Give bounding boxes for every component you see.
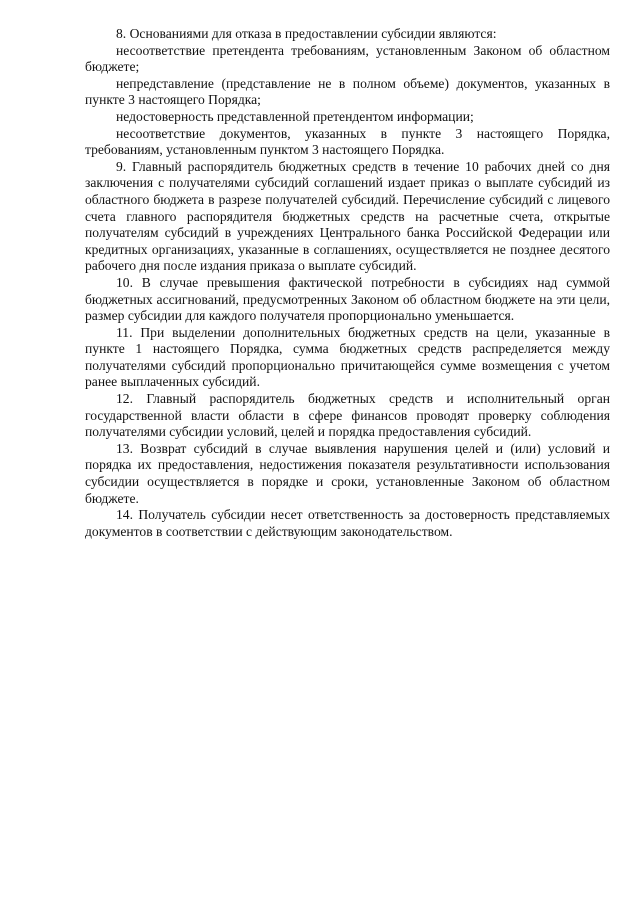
paragraph-item-10: 10. В случае превышения фактической потребности в субсидиях над суммой бюджетных ассигнований, предусмотренных Законом об областном бюджете на эти цели, размер субсидии для каждого получателя пропорционально уменьшается. [85,274,610,324]
paragraph-item-11: 11. При выделении дополнительных бюджетных средств на цели, указанные в пункте 1 настоящего Порядка, сумма бюджетных средств распределяется между получателями субсидий пропорционально причитающейся сумме возмещения с учетом ранее выплаченных субсидий. [85,324,610,390]
paragraph-item-13: 13. Возврат субсидий в случае выявления нарушения целей и (или) условий и порядка их предоставления, недостижения показателя результативности использования субсидии осуществляется в порядке и сроки, установленные Законом об областном бюджете. [85,440,610,506]
paragraph-refusal-mismatch: несоответствие документов, указанных в пункте 3 настоящего Порядка, требованиям, установленным пунктом 3 настоящего Порядка. [85,125,610,158]
paragraph-refusal-documents: непредставление (представление не в полном объеме) документов, указанных в пункте 3 настоящего Порядка; [85,75,610,108]
paragraph-item-14: 14. Получатель субсидии несет ответственность за достоверность представляемых документов в соответствии с действующим законодательством. [85,507,610,539]
paragraph-refusal-grounds: 8. Основаниями для отказа в предоставлении субсидии являются: [116,26,497,41]
paragraph-item-9: 9. Главный распорядитель бюджетных средств в течение 10 рабочих дней со дня заключения с получателями субсидий соглашений издает приказ о выплате субсидий из областного бюджета в разрезе получателей субсидий. Перечисление субсидий с лицевого счета главного распорядителя бюджетных средств на расчетные счета, открытые получателям субсидий в учреждениях Центрального банка Российской Федерации или кредитных организациях, указанные в соглашениях, осуществляется не позднее десятого рабочего дня после издания приказа о выплате субсидий. [85,158,610,274]
paragraph-refusal-info: недостоверность представленной претендентом информации; [116,108,474,124]
paragraph-item-12: 12. Главный распорядитель бюджетных средств и исполнительный орган государственной власти области в сфере финансов проводят проверку соблюдения получателями субсидии условий, целей и порядка предоставления субсидий. [85,391,610,440]
paragraph-refusal-requirements: несоответствие претендента требованиям, установленным Законом об областном бюджете; [85,42,610,75]
document-page [85,26,610,540]
